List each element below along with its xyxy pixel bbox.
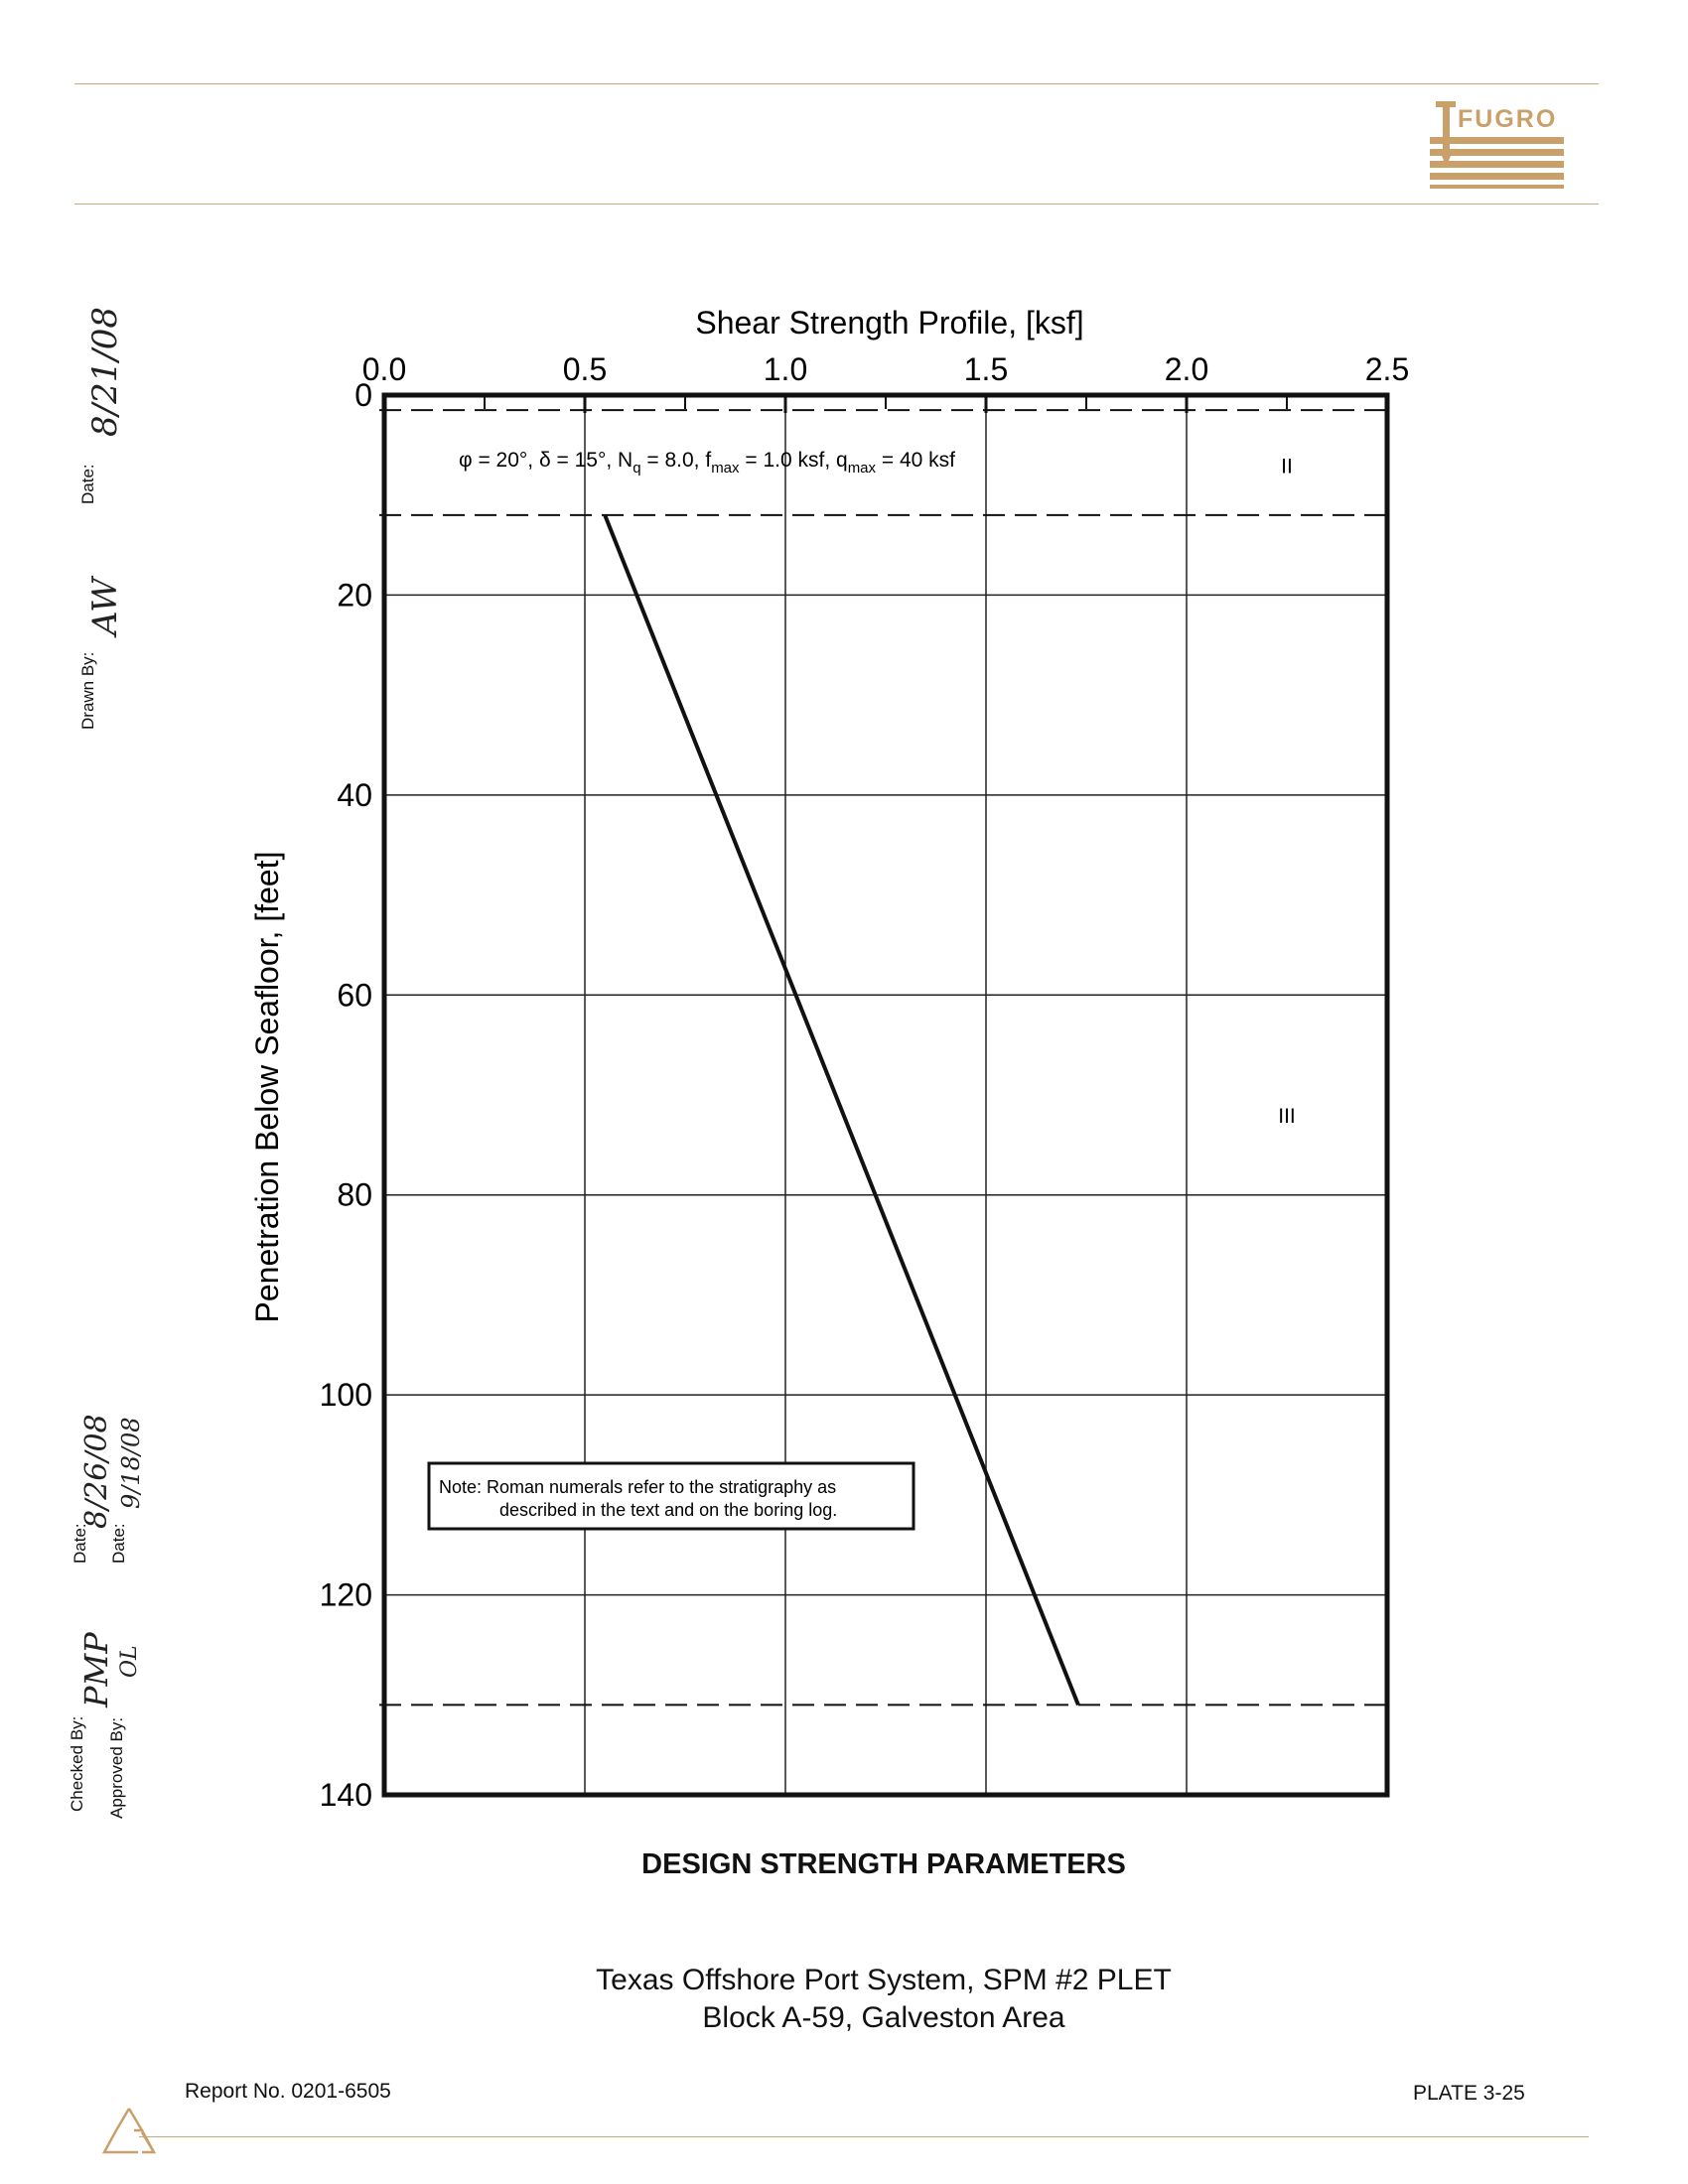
date-label-2: Date: xyxy=(70,1523,89,1564)
note-line-2: described in the text and on the boring log. xyxy=(499,1500,838,1520)
y-tick-label: 120 xyxy=(319,1576,372,1613)
x-tick-label: 0.0 xyxy=(361,351,407,387)
x-tick-label: 1.0 xyxy=(763,351,808,387)
x-tick-label: 2.5 xyxy=(1364,351,1410,387)
x-tick-label: 2.0 xyxy=(1164,351,1209,387)
recycle-icon xyxy=(94,2103,164,2164)
date-label-3: Date: xyxy=(109,1523,128,1564)
y-tick-label: 0 xyxy=(354,377,372,413)
drawn-by-label: Drawn By: xyxy=(78,651,97,730)
x-axis-label: Shear Strength Profile, [ksf] xyxy=(695,305,1084,341)
parameter-annotation: φ = 20°, δ = 15°, $N_q = 8.0$, $f_{max} = 1.0$ ksf, $q_{max} = 40$ ksf xyxy=(459,449,955,477)
approved-by-signature: OL xyxy=(117,1645,142,1678)
tick-labels xyxy=(320,351,1410,1813)
y-tick-label: 100 xyxy=(319,1377,372,1414)
y-tick-label: 20 xyxy=(337,577,372,614)
y-tick-label: 140 xyxy=(319,1777,372,1813)
date-signature-3: 9/18/08 xyxy=(117,1417,145,1509)
report-number: Report No. 0201-6505 xyxy=(185,2080,391,2103)
plate-number: PLATE 3-25 xyxy=(1413,2082,1525,2105)
checked-by-label: Checked By: xyxy=(68,1715,86,1812)
layer-label: II xyxy=(1281,455,1293,478)
approved-by-label: Approved By: xyxy=(107,1716,126,1819)
x-tick-label: 1.5 xyxy=(963,351,1009,387)
project-name: Texas Offshore Port System, SPM #2 PLET xyxy=(596,1964,1172,1996)
drawn-by-signature: AW xyxy=(85,577,125,635)
date-signature-2: 8/26/08 xyxy=(79,1414,114,1529)
date-signature-1: 8/21/08 xyxy=(85,306,125,437)
x-tick-label: 0.5 xyxy=(562,351,608,387)
grid xyxy=(384,395,1387,1795)
chart-title: DESIGN STRENGTH PARAMETERS xyxy=(641,1848,1126,1880)
checked-by-signature: PMP xyxy=(77,1632,115,1707)
logo-text: FUGRO xyxy=(1458,105,1558,133)
y-tick-label: 40 xyxy=(337,776,372,813)
date-label-1: Date: xyxy=(78,464,97,504)
y-tick-label: 60 xyxy=(337,977,372,1014)
layer-labels xyxy=(1278,456,1296,1129)
project-location: Block A-59, Galveston Area xyxy=(702,2001,1065,2034)
y-axis-label: Penetration Below Seafloor, [feet] xyxy=(249,851,285,1323)
plot-frame xyxy=(384,395,1387,1795)
note-line-1: Note: Roman numerals refer to the stratigraphy as xyxy=(439,1477,837,1497)
layer-label: III xyxy=(1278,1105,1296,1129)
y-tick-label: 80 xyxy=(337,1176,372,1213)
